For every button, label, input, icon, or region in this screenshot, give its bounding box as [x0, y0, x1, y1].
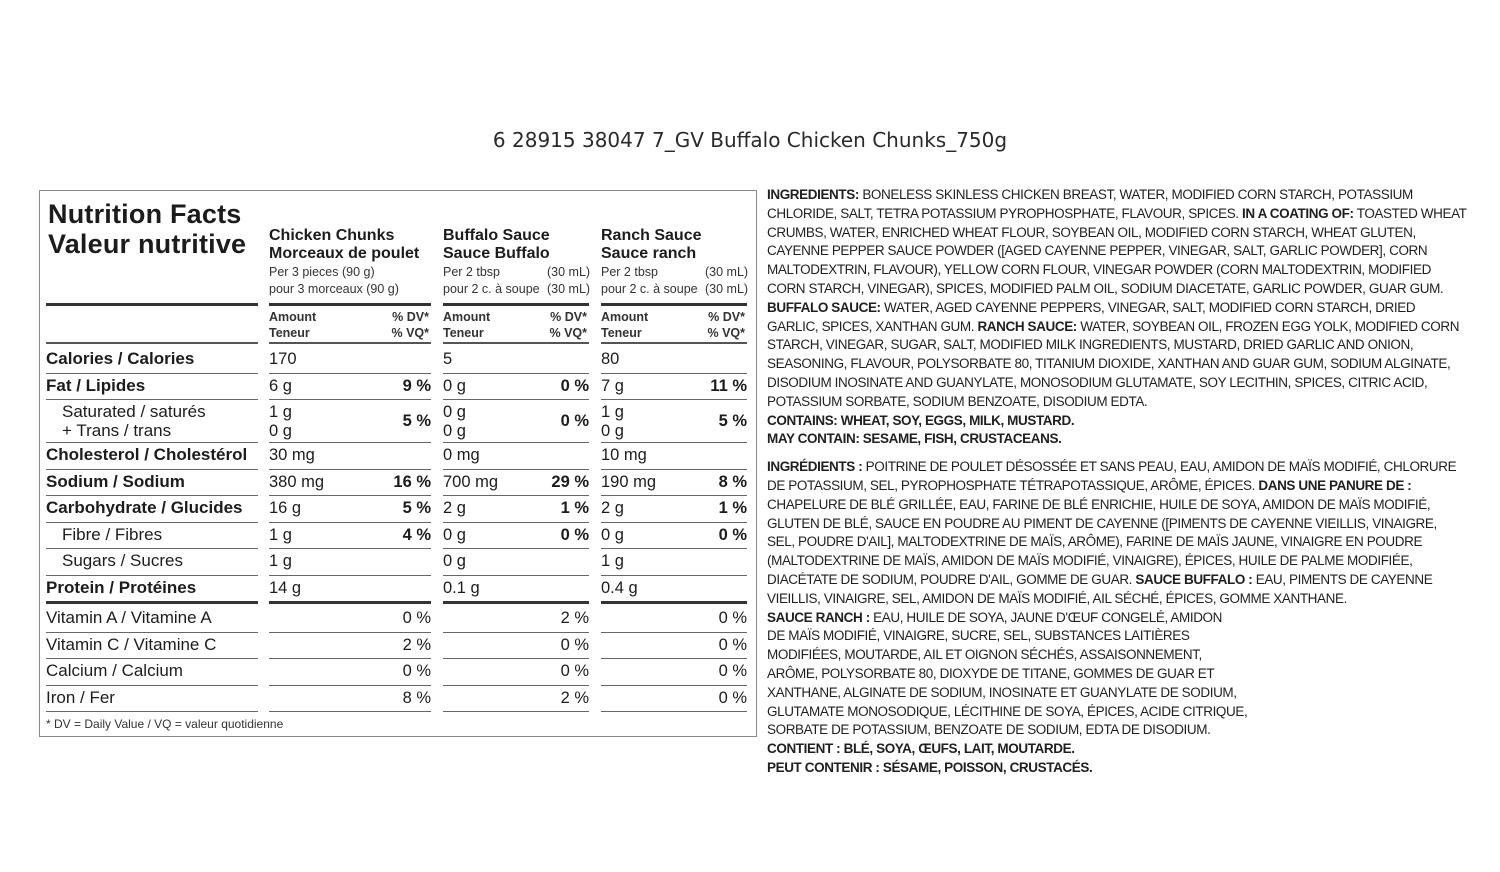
row-divider	[269, 399, 431, 400]
spacer	[767, 449, 1467, 458]
nutrient-amount: 0 g	[443, 403, 466, 421]
nutrient-amount: 1 g	[269, 403, 292, 421]
nutrient-amount: 7 g	[601, 376, 624, 395]
nutrient-amount: 0 g	[269, 422, 292, 440]
nutrient-label: Fibre / Fibres	[62, 524, 163, 544]
nutrient-dv: 1 %	[718, 499, 747, 517]
nutrient-dv: 0 %	[402, 662, 431, 680]
nutrient-dv: 0 %	[718, 688, 747, 707]
row-divider	[269, 658, 431, 659]
row-divider	[443, 495, 589, 496]
row-divider	[601, 442, 747, 443]
teneur-label: Teneur	[601, 326, 642, 340]
row-divider	[601, 658, 747, 659]
column-name-en: Chicken Chunks	[269, 227, 395, 244]
column-name-fr: Sauce ranch	[601, 245, 697, 262]
serving-size-en: Per 3 pieces (90 g)	[269, 265, 375, 279]
nutrient-dv: 0 %	[560, 412, 589, 430]
row-divider	[269, 632, 431, 633]
nutrient-dv: 0 %	[560, 662, 589, 680]
row-divider	[443, 685, 589, 686]
row-divider	[46, 522, 258, 523]
nutrient-dv: 2 %	[560, 688, 589, 707]
serving-ml-fr: (30 mL)	[547, 282, 591, 296]
nutrient-amount: 80	[601, 350, 620, 368]
nutrient-dv: 2 %	[560, 609, 589, 627]
serving-size-fr: pour 2 c. à soupe	[443, 282, 540, 296]
nutrient-amount: 16 g	[269, 499, 302, 517]
ranch-sauce-fr-line: GLUTAMATE MONOSODIQUE, LÉCITHINE DE SOYA, ÉPICES, ACIDE CITRIQUE,	[767, 703, 1248, 719]
row-divider	[443, 442, 589, 443]
row-divider	[601, 575, 747, 576]
row-divider	[46, 548, 258, 549]
vq-label: % VQ*	[707, 326, 745, 340]
amount-label: Amount	[269, 310, 317, 324]
nutrient-dv: 1 %	[560, 499, 589, 517]
nutrient-label: Vitamin C / Vitamine C	[46, 634, 217, 654]
nutrient-dv: 8 %	[718, 472, 747, 491]
row-divider	[269, 601, 431, 604]
nutrient-dv: 5 %	[402, 499, 431, 517]
row-divider	[269, 685, 431, 686]
nutrient-dv: 0 %	[402, 609, 431, 627]
column-name-en: Ranch Sauce	[601, 227, 702, 244]
column-rule	[443, 342, 589, 344]
amount-label: Amount	[601, 310, 649, 324]
nutrient-amount: 10 mg	[601, 446, 647, 464]
label-thick-rule	[46, 303, 258, 306]
ingredients-fr: INGRÉDIENTS : POITRINE DE POULET DÉSOSSÉE ET SANS PEAU, EAU, AMIDON DE MAÏS MODIFIÉ, CHLORURE DE POTASSIUM, SEL, PYROPHOSPHATE TÉTRAPOTASSIQUE, ARÔME, ÉPICES. DANS UNE PANURE DE : CHAPELURE DE BLÉ GRILLÉE, EAU, FARINE DE BLÉ ENRICHIE, HUILE DE SOYA, AMIDON DE MAÏS MODIFIÉ, GLUTEN DE BLÉ, SAUCE EN POUDRE AU PIMENT DE CAYENNE ([PIMENTS DE CAYENNE VIEILLIS, VINAIGRE, SEL, POUDRE D'AIL], MALTODEXTRINE DE MAÏS, ARÔME), FARINE DE MAÏS JAUNE, VINAIGRE EN POUDRE (MALTODEXTRINE DE MAÏS, AMIDON DE MAÏS MODIFIÉ, VINAIGRE), ÉPICES, HUILE DE PALME MODIFIÉE, DIACÉTATE DE SODIUM, POUDRE D'AIL, GOMME DE GUAR. SAUCE BUFFALO : EAU, PIMENTS DE CAYENNE VIEILLIS, VINAIGRE, SEL, AMIDON DE MAÏS MODIFIÉ, AIL SÉCHÉ, ÉPICES, GOMME XANTHANE.	[767, 459, 1457, 606]
column-thick-rule	[443, 303, 589, 306]
allergens-contains-fr: CONTIENT : BLÉ, SOYA, ŒUFS, LAIT, MOUTARDE.	[767, 741, 1075, 757]
row-divider	[443, 548, 589, 549]
nutrient-label: Vitamin A / Vitamine A	[46, 608, 212, 627]
serving-ml-fr: (30 mL)	[705, 282, 749, 296]
nutrient-label: Calories / Calories	[46, 349, 195, 368]
footnote: * DV = Daily Value / VQ = valeur quotidienne	[46, 717, 284, 731]
nutrient-amount: 0 g	[443, 552, 466, 570]
nutrient-dv: 0 %	[718, 662, 747, 680]
nutrient-amount: 0 g	[443, 422, 466, 440]
ranch-sauce-fr-line: DE MAÏS MODIFIÉ, VINAIGRE, SUCRE, SEL, SUBSTANCES LAITIÈRES	[767, 628, 1190, 644]
row-divider	[269, 373, 431, 374]
serving-size-en: Per 2 tbsp	[443, 265, 500, 279]
ranch-sauce-fr-line: ARÔME, POLYSORBATE 80, DIOXYDE DE TITANE, GOMMES DE GUAR ET	[767, 665, 1215, 681]
nutrient-amount: 1 g	[601, 403, 624, 421]
column-name-fr: Sauce Buffalo	[443, 245, 550, 262]
row-divider	[443, 711, 589, 712]
nutrient-amount: 0.1 g	[443, 578, 480, 597]
row-divider	[46, 658, 258, 659]
nutrient-amount: 2 g	[443, 499, 466, 517]
nutrient-label: Cholesterol / Cholestérol	[46, 445, 248, 464]
serving-ml-en: (30 mL)	[705, 265, 749, 279]
nutrient-label: Protein / Protéines	[46, 577, 197, 597]
row-divider	[601, 548, 747, 549]
ranch-sauce-fr-line: SAUCE RANCH : EAU, HUILE DE SOYA, JAUNE D'ŒUF CONGELÉ, AMIDON	[767, 609, 1223, 625]
nutrient-amount: 190 mg	[601, 472, 657, 491]
ingredients-block	[767, 186, 1467, 778]
allergens-contains-en: CONTAINS: WHEAT, SOY, EGGS, MILK, MUSTARD.	[767, 412, 1075, 428]
row-divider	[601, 632, 747, 633]
nutrient-label: Iron / Fer	[46, 687, 115, 707]
nutrient-dv: 29 %	[551, 472, 589, 491]
row-divider	[46, 442, 258, 443]
row-divider	[46, 711, 258, 712]
row-divider	[443, 575, 589, 576]
nutrient-amount: 30 mg	[269, 446, 315, 464]
column-thick-rule	[269, 303, 431, 306]
row-divider	[601, 399, 747, 400]
nutrient-dv: 0 %	[718, 635, 747, 654]
dv-label: % DV*	[708, 310, 745, 324]
nutrition-facts-heading: Nutrition Facts	[48, 199, 242, 229]
row-divider	[269, 575, 431, 576]
nutrient-amount: 14 g	[269, 578, 302, 597]
nutrient-dv: 4 %	[402, 525, 431, 544]
vq-label: % VQ*	[549, 326, 587, 340]
serving-size-fr: pour 2 c. à soupe	[601, 282, 698, 296]
row-divider	[601, 601, 747, 604]
row-divider	[46, 575, 258, 576]
row-divider	[601, 522, 747, 523]
row-divider	[46, 399, 258, 400]
column-name-fr: Morceaux de poulet	[269, 245, 420, 262]
row-divider	[443, 632, 589, 633]
dv-label: % DV*	[392, 310, 429, 324]
nutrient-dv: 5 %	[718, 412, 747, 430]
row-divider	[443, 522, 589, 523]
allergens-may-contain-fr: PEUT CONTENIR : SÉSAME, POISSON, CRUSTACÉS.	[767, 759, 1093, 775]
nutrient-label: Sugars / Sucres	[62, 551, 183, 570]
nutrient-amount: 170	[269, 350, 297, 368]
ranch-sauce-fr-line: SORBATE DE POTASSIUM, BENZOATE DE SODIUM, EDTA DE DISODIUM.	[767, 722, 1211, 738]
nutrient-dv: 8 %	[402, 688, 431, 707]
nutrient-dv: 0 %	[560, 635, 589, 654]
row-divider	[46, 632, 258, 633]
nutrient-label: Carbohydrate / Glucides	[46, 498, 243, 517]
nutrient-dv: 2 %	[402, 635, 431, 654]
ingredients-en: INGREDIENTS: BONELESS SKINLESS CHICKEN BREAST, WATER, MODIFIED CORN STARCH, POTASSIUM CHLORIDE, SALT, TETRA POTASSIUM PYROPHOSPHATE, FLAVOUR, SPICES. IN A COATING OF: TOASTED WHEAT CRUMBS, WATER, ENRICHED WHEAT FLOUR, SOYBEAN OIL, MODIFIED CORN STARCH, WHEAT GLUTEN, CAYENNE PEPPER SAUCE POWDER ([AGED CAYENNE PEPPER, VINEGAR, SALT, GARLIC POWDER], CORN MALTODEXTRIN, FLAVOUR), YELLOW CORN FLOUR, VINEGAR POWDER (CORN MALTODEXTRIN, MODIFIED CORN STARCH, VINEGAR), SPICES, MODIFIED PALM OIL, SODIUM DIACETATE, GARLIC POWDER, GUAR GUM. BUFFALO SAUCE: WATER, AGED CAYENNE PEPPERS, VINEGAR, SALT, MODIFIED CORN STARCH, DRIED GARLIC, SPICES, XANTHAN GUM. RANCH SAUCE: WATER, SOYBEAN OIL, FROZEN EGG YOLK, MODIFIED CORN STARCH, VINEGAR, SUGAR, SALT, MODIFIED MILK INGREDIENTS, MUSTARD, DRIED GARLIC AND ONION, SEASONING, FLAVOUR, POLYSORBATE 80, TITANIUM DIOXIDE, XANTHAN AND GUAR GUM, SODIUM ALGINATE, DISODIUM INOSINATE AND GUANYLATE, MONOSODIUM GLUTAMATE, SOY LECITHIN, SPICES, CITRIC ACID, POTASSIUM SORBATE, SODIUM BENZOATE, DISODIUM EDTA.	[767, 187, 1467, 409]
serving-ml-en: (30 mL)	[547, 265, 591, 279]
nutrient-amount: 0 g	[601, 422, 624, 440]
row-divider	[443, 601, 589, 604]
serving-size-fr: pour 3 morceaux (90 g)	[269, 282, 399, 296]
nutrient-amount: 1 g	[601, 552, 624, 570]
nutrient-amount: 0.4 g	[601, 578, 638, 597]
nutrient-label: Saturated / saturés	[62, 402, 206, 421]
row-divider	[443, 373, 589, 374]
row-divider	[46, 469, 258, 470]
page-title: 6 28915 38047 7_GV Buffalo Chicken Chunks_750g	[492, 128, 1008, 152]
dv-label: % DV*	[550, 310, 587, 324]
nutrient-dv: 0 %	[718, 525, 747, 544]
nutrient-label: Sodium / Sodium	[46, 471, 185, 491]
nutrient-amount: 700 mg	[443, 472, 499, 491]
vq-label: % VQ*	[391, 326, 429, 340]
ranch-sauce-fr-line: XANTHANE, ALGINATE DE SODIUM, INOSINATE ET GUANYLATE DE SODIUM,	[767, 684, 1237, 700]
teneur-label: Teneur	[269, 326, 310, 340]
nutrient-dv: 11 %	[710, 376, 747, 395]
row-divider	[443, 399, 589, 400]
column-rule	[269, 342, 431, 344]
row-divider	[443, 658, 589, 659]
nutrient-amount: 1 g	[269, 525, 292, 544]
nutrient-amount: 380 mg	[269, 472, 325, 491]
nutrient-dv: 9 %	[402, 376, 431, 395]
nutrient-amount: 1 g	[269, 552, 292, 570]
nutrient-amount: 0 g	[601, 525, 624, 544]
row-divider	[269, 711, 431, 712]
row-divider	[269, 442, 431, 443]
serving-size-en: Per 2 tbsp	[601, 265, 658, 279]
row-divider	[46, 685, 258, 686]
row-divider	[269, 495, 431, 496]
row-divider	[46, 495, 258, 496]
nutrient-dv: 0 %	[560, 376, 589, 395]
nutrient-amount: 0 g	[443, 525, 466, 544]
row-divider	[601, 711, 747, 712]
nutrient-dv: 0 %	[560, 525, 589, 544]
nutrient-label: + Trans / trans	[62, 421, 172, 440]
valeur-nutritive-heading: Valeur nutritive	[48, 229, 247, 259]
row-divider	[269, 522, 431, 523]
nutrient-amount: 2 g	[601, 499, 624, 517]
column-rule	[601, 342, 747, 344]
ranch-sauce-fr-line: MODIFIÉES, MOUTARDE, AIL ET OIGNON SÉCHÉS, ASSAISONNEMENT,	[767, 647, 1202, 663]
column-thick-rule	[601, 303, 747, 306]
nutrient-dv: 5 %	[402, 412, 431, 430]
amount-label: Amount	[443, 310, 491, 324]
row-divider	[269, 548, 431, 549]
allergens-may-contain-en: MAY CONTAIN: SESAME, FISH, CRUSTACEANS.	[767, 431, 1062, 447]
nutrient-amount: 5	[443, 350, 453, 368]
column-name-en: Buffalo Sauce	[443, 227, 550, 244]
row-divider	[46, 601, 258, 604]
row-divider	[601, 685, 747, 686]
row-divider	[269, 469, 431, 470]
nutrition-facts-table	[39, 190, 757, 737]
nutrient-amount: 6 g	[269, 376, 292, 395]
row-divider	[601, 495, 747, 496]
label-rule	[46, 342, 258, 344]
nutrient-amount: 0 g	[443, 376, 466, 395]
row-divider	[601, 469, 747, 470]
nutrient-label: Calcium / Calcium	[46, 661, 183, 680]
row-divider	[601, 373, 747, 374]
row-divider	[443, 469, 589, 470]
row-divider	[46, 373, 258, 374]
teneur-label: Teneur	[443, 326, 484, 340]
nutrient-label: Fat / Lipides	[46, 375, 146, 395]
nutrient-amount: 0 mg	[443, 446, 480, 464]
nutrient-dv: 16 %	[393, 472, 431, 491]
nutrient-dv: 0 %	[718, 609, 747, 627]
